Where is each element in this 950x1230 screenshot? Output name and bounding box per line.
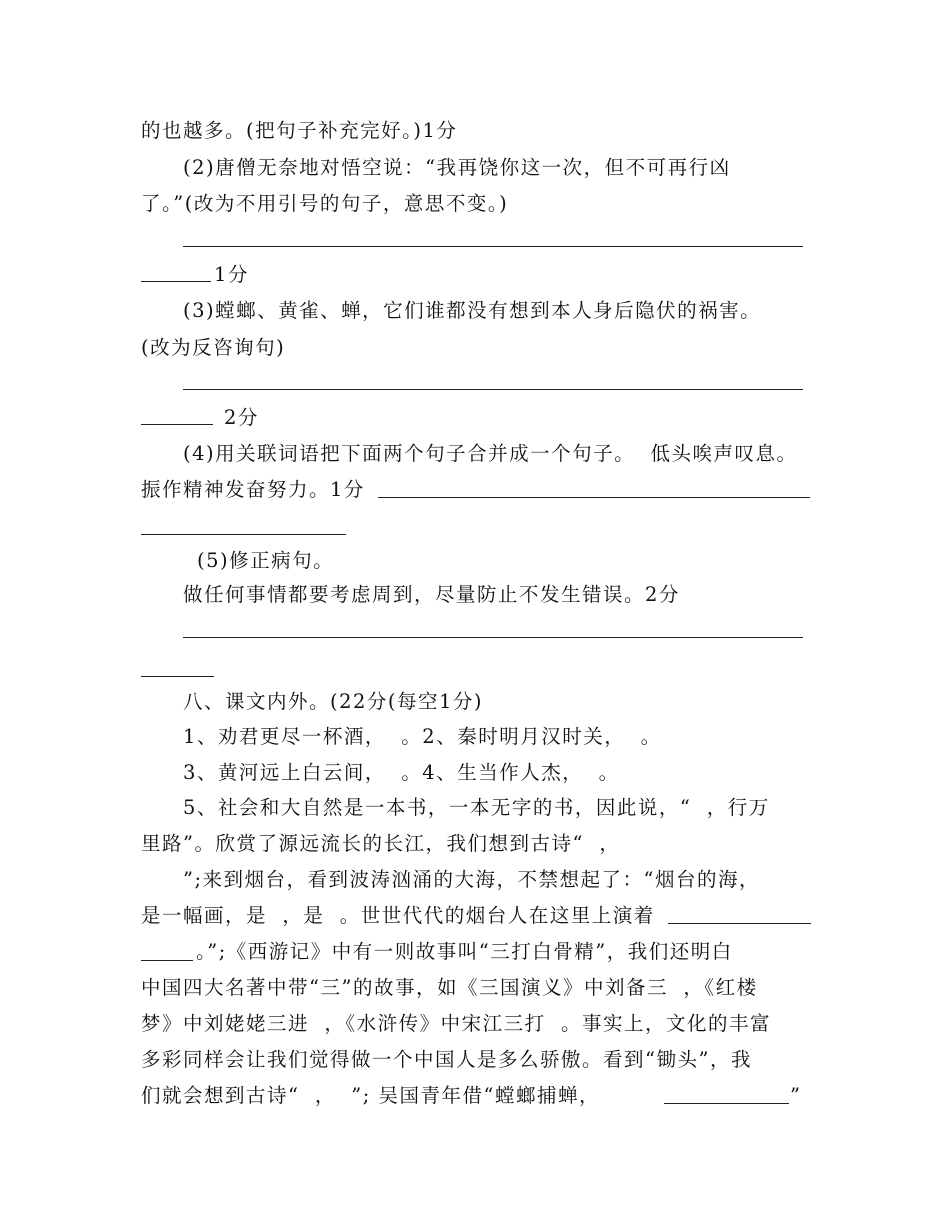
question-2: (2)唐僧无奈地对悟空说：“我再饶你这一次，但不可再行凶 bbox=[183, 156, 731, 179]
answer-line[interactable] bbox=[668, 923, 811, 924]
text-line: 。”;《西游记》中有一则故事叫“三打白骨精”，我们还明白 bbox=[196, 940, 733, 963]
text-line: 振作精神发奋努力。1分 bbox=[141, 478, 365, 501]
answer-line[interactable] bbox=[141, 406, 213, 425]
answer-line[interactable] bbox=[183, 389, 803, 390]
question-5: (5)修正病句。 bbox=[197, 549, 335, 572]
answer-line[interactable] bbox=[664, 1103, 789, 1104]
text-line: 多彩同样会让我们觉得做一个中国人是多么骄傲。看到“锄头”，我 bbox=[141, 1048, 752, 1071]
question-3: (3)螳螂、黄雀、蝉，它们谁都没有想到本人身后隐伏的祸害。 bbox=[183, 299, 762, 322]
answer-line[interactable] bbox=[183, 246, 803, 247]
answer-line[interactable] bbox=[141, 263, 211, 282]
answer-line[interactable] bbox=[141, 534, 346, 535]
text-line: 的也越多。(把句子补充完好。)1分 bbox=[141, 119, 458, 142]
score-label: 1分 bbox=[214, 263, 249, 286]
answer-line[interactable] bbox=[378, 497, 810, 498]
question-4: (4)用关联词语把下面两个句子合并成一个句子。 低头唉声叹息。 bbox=[183, 442, 798, 465]
answer-line[interactable] bbox=[141, 960, 193, 961]
section-heading: 八、课文内外。(22分(每空1分) bbox=[183, 690, 484, 713]
text-line: 里路”。欣赏了源远流长的长江，我们想到古诗“ ， bbox=[141, 832, 621, 855]
text-line: 做任何事情都要考虑周到，尽量防止不发生错误。2分 bbox=[183, 583, 680, 606]
text-line: 中国四大名著中带“三”的故事，如《三国演义》中刘备三 ，《红楼 bbox=[141, 976, 758, 999]
text-line: ”;来到烟台，看到波涛汹涌的大海，不禁想起了：“烟台的海， bbox=[183, 868, 761, 891]
answer-line[interactable] bbox=[183, 637, 803, 638]
text-line: 3、黄河远上白云间， 。4、生当作人杰， 。 bbox=[183, 761, 620, 784]
text-line: ” bbox=[790, 1084, 802, 1107]
text-line: (改为反咨询句) bbox=[141, 336, 286, 359]
text-line: 1、劝君更尽一杯酒， 。2、秦时明月汉时关， 。 bbox=[183, 725, 662, 748]
text-line: 5、社会和大自然是一本书，一本无字的书，因此说，“ ，行万 bbox=[183, 796, 770, 819]
score-label: 2分 bbox=[224, 406, 259, 429]
text-line: 了。”(改为不用引号的句子，意思不变。) bbox=[141, 192, 509, 215]
answer-line[interactable] bbox=[141, 676, 214, 677]
text-line: 是一幅画，是 ，是 。世世代代的烟台人在这里上演着 bbox=[141, 904, 655, 927]
text-line: 们就会想到古诗“ ， ”; 吴国青年借“螳螂捕蝉， bbox=[141, 1084, 600, 1107]
text-line: 梦》中刘姥姥三进 ，《水浒传》中宋江三打 。事实上，文化的丰富 bbox=[141, 1012, 772, 1035]
